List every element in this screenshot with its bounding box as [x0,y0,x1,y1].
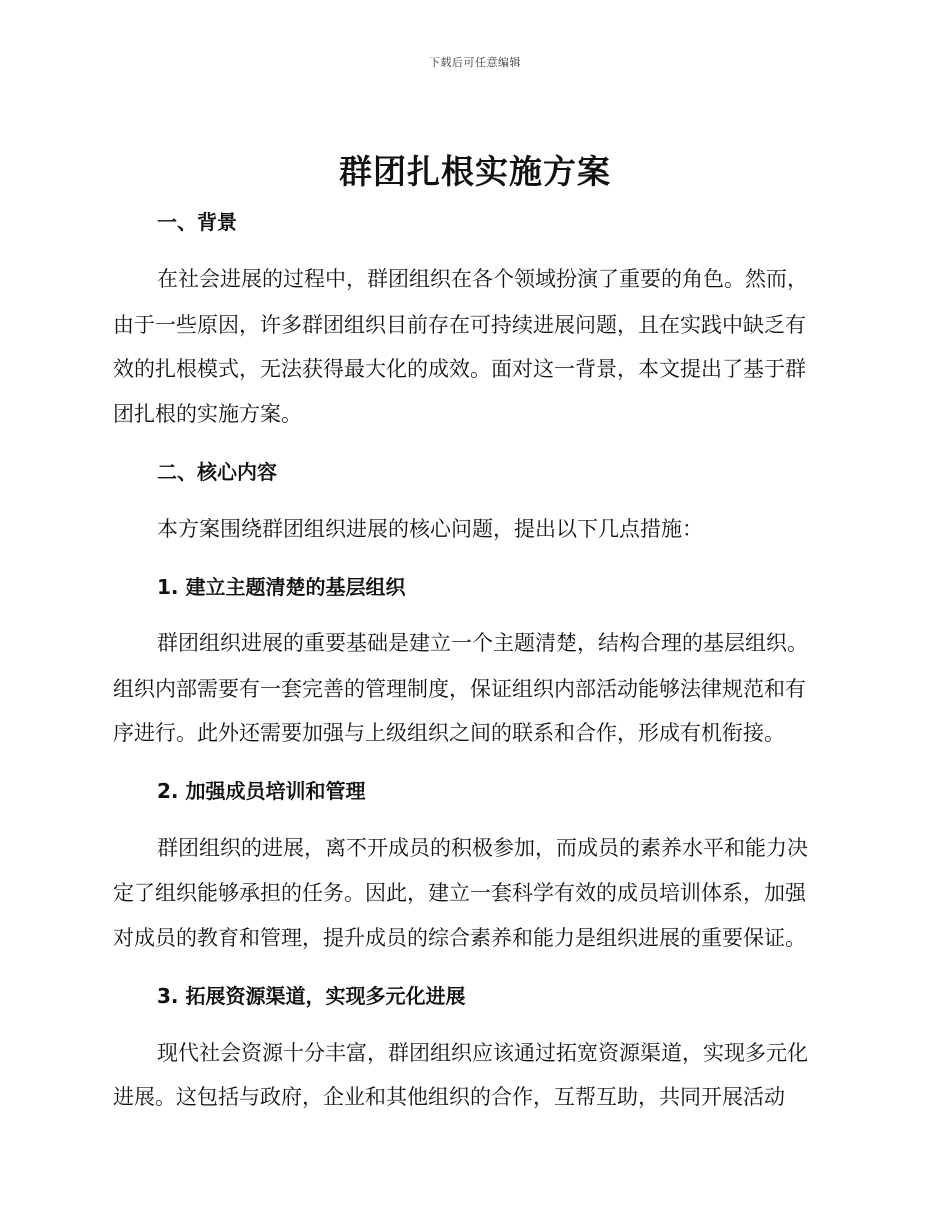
header-note: 下载后可任意编辑 [429,56,521,69]
section-heading-background: 一、背景 [157,210,237,234]
paragraph-line: 现代社会资源十分丰富，群团组织应该通过拓宽资源渠道，实现多元化 [157,1041,808,1065]
paragraph-line: 效的扎根模式，无法获得最大化的成效。面对这一背景，本文提出了基于群 [113,357,806,381]
subsection-heading-3: 3. 拓展资源渠道，实现多元化进展 [157,984,466,1008]
subsection-heading-1: 1. 建立主题清楚的基层组织 [157,575,406,599]
paragraph-line: 群团组织的进展，离不开成员的积极参加，而成员的素养水平和能力决 [157,836,808,860]
paragraph-line: 本方案围绕群团组织进展的核心问题，提出以下几点措施： [157,517,703,541]
document-title: 群团扎根实施方案 [339,152,611,191]
paragraph-line: 由于一些原因，许多群团组织目前存在可持续进展问题，且在实践中缺乏有 [113,313,806,337]
paragraph-line: 在社会进展的过程中，群团组织在各个领域扮演了重要的角色。然而， [157,267,808,291]
paragraph-line: 对成员的教育和管理，提升成员的综合素养和能力是组织进展的重要保证。 [113,926,806,950]
paragraph-line: 进展。这包括与政府，企业和其他组织的合作，互帮互助，共同开展活动 [113,1085,785,1109]
paragraph-line: 群团组织进展的重要基础是建立一个主题清楚，结构合理的基层组织。 [157,631,808,655]
section-heading-core: 二、核心内容 [157,460,277,484]
paragraph-line: 序进行。此外还需要加强与上级组织之间的联系和合作，形成有机衔接。 [113,721,785,745]
subsection-heading-2: 2. 加强成员培训和管理 [157,779,366,803]
paragraph-line: 团扎根的实施方案。 [113,402,302,426]
paragraph-line: 组织内部需要有一套完善的管理制度，保证组织内部活动能够法律规范和有 [113,677,806,701]
paragraph-line: 定了组织能够承担的任务。因此，建立一套科学有效的成员培训体系，加强 [113,881,806,905]
